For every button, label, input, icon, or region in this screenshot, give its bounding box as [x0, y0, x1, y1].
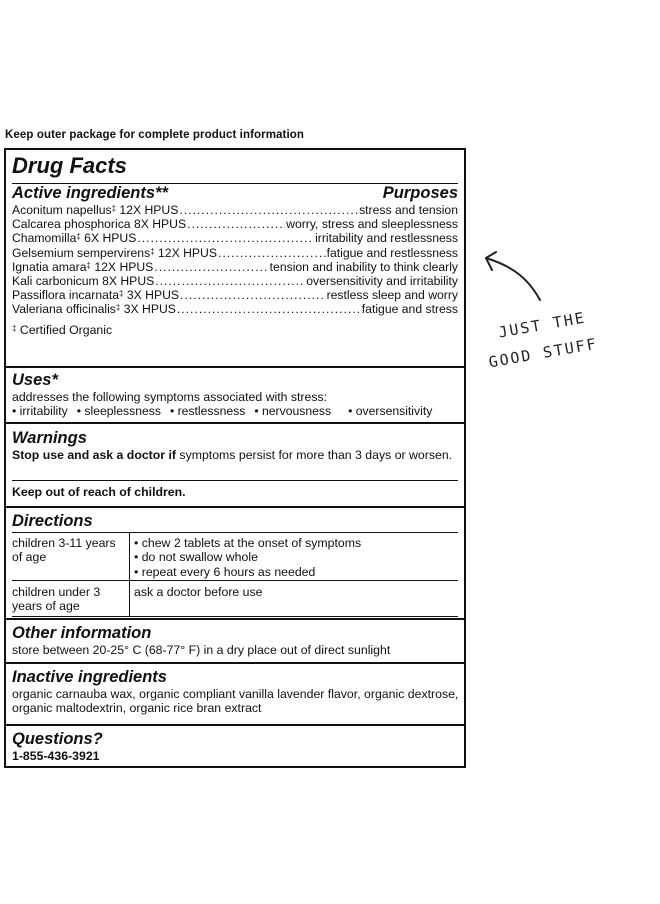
leader-dots — [218, 246, 326, 260]
directions-group1-list — [134, 536, 361, 579]
active-header — [12, 184, 458, 203]
uses-heading: Uses* — [12, 371, 58, 389]
organic-mark: ‡ — [150, 246, 155, 256]
ingredient-name — [12, 302, 176, 316]
title-rule — [12, 183, 458, 184]
keep-out-of-reach: Keep out of reach of children. — [12, 485, 186, 499]
active-ingredients-heading: Active ingredients** — [12, 184, 168, 202]
organic-mark: ‡ — [111, 204, 117, 213]
ingredient-label: Kali carbonicum 8X HPUS — [12, 274, 155, 289]
questions-heading: Questions? — [12, 730, 103, 748]
active-ingredient-row — [12, 274, 458, 288]
directions-table — [12, 532, 458, 617]
uses-item: • restlessness — [169, 404, 246, 419]
ingredient-name — [12, 274, 154, 288]
directions-divider — [129, 533, 130, 616]
leader-dots — [187, 217, 285, 231]
handwriting-line-2: GOOD STUFF — [487, 334, 600, 372]
certified-organic-footnote — [12, 323, 458, 337]
directions-item: • repeat every 6 hours as needed — [134, 564, 316, 579]
ingredient-name — [12, 217, 186, 231]
leader-dots — [155, 274, 305, 288]
active-ingredient-row — [12, 231, 458, 245]
active-ingredient-list — [12, 203, 458, 317]
hand-drawn-arrow-icon — [478, 248, 548, 306]
questions-phone: 1-855-436-3921 — [12, 749, 100, 763]
leader-dots — [180, 288, 326, 302]
ingredient-purpose: restless sleep and worry — [326, 288, 458, 303]
ingredient-label: Chamomilla — [12, 231, 77, 246]
ingredient-potency: 12X HPUS — [154, 245, 217, 260]
ingredient-potency: 3X HPUS — [123, 288, 180, 303]
active-ingredients-section — [6, 150, 464, 366]
directions-group2-text: ask a doctor before use — [134, 585, 263, 599]
footnote-text: Certified Organic — [16, 322, 113, 337]
questions-section — [6, 724, 464, 766]
directions-group2-label: children under 3 years of age — [12, 585, 101, 614]
organic-mark: ‡ — [119, 289, 124, 299]
ingredient-potency: 6X HPUS — [80, 231, 137, 246]
active-ingredient-row — [12, 246, 458, 260]
warnings-heading: Warnings — [12, 429, 87, 447]
directions-row-rule — [12, 580, 458, 581]
other-information-heading: Other information — [12, 624, 152, 642]
active-ingredient-row — [12, 217, 458, 231]
directions-section — [6, 506, 464, 618]
ingredient-purpose: irritability and restlessness — [315, 231, 458, 246]
organic-mark: ‡ — [86, 260, 91, 270]
ingredient-purpose: fatigue and restlessness — [326, 245, 458, 260]
uses-item: • oversensitivity — [348, 404, 433, 419]
other-information-section — [6, 618, 464, 662]
ingredient-potency: 12X HPUS — [90, 259, 154, 274]
directions-item: • do not swallow whole — [134, 550, 258, 565]
warnings-text — [12, 448, 460, 463]
leader-dots — [179, 203, 358, 217]
inactive-ingredients-section — [6, 662, 464, 724]
ingredient-label: Ignatia amara — [12, 259, 87, 274]
ingredient-purpose: worry, stress and sleeplessness — [286, 217, 458, 232]
uses-text: addresses the following symptoms associated with stress: — [12, 390, 328, 404]
ingredient-name — [12, 231, 136, 245]
other-information-text: store between 20-25° C (68-77° F) in a dry place out of direct sunlight — [12, 643, 391, 657]
directions-heading: Directions — [12, 512, 93, 530]
active-ingredient-row — [12, 260, 458, 274]
ingredient-label: Valeriana officinalis — [12, 302, 116, 317]
ingredient-potency: 3X HPUS — [120, 302, 176, 317]
uses-item: • irritability — [12, 404, 68, 419]
inactive-ingredients-heading: Inactive ingredients — [12, 668, 167, 686]
inactive-ingredients-text: organic carnauba wax, organic compliant vanilla lavender flavor, organic dextrose, organic maltodextrin, organic rice bran extract — [12, 687, 459, 716]
drug-facts-title: Drug Facts — [12, 153, 127, 178]
directions-item: • chew 2 tablets at the onset of symptoms — [134, 536, 362, 550]
uses-item: • nervousness — [254, 404, 332, 419]
leader-dots — [154, 260, 268, 274]
warnings-bold: Stop use and ask a doctor if — [12, 448, 176, 462]
ingredient-purpose: fatigue and stress — [361, 302, 458, 317]
ingredient-purpose: tension and inability to think clearly — [269, 259, 458, 274]
ingredient-purpose: stress and tension — [359, 203, 458, 217]
uses-section — [6, 366, 464, 422]
uses-list — [12, 404, 458, 418]
active-ingredient-row — [12, 302, 458, 316]
leader-dots — [137, 231, 314, 245]
ingredient-label: Aconitum napellus — [12, 203, 112, 217]
active-ingredient-row — [12, 203, 458, 217]
ingredient-potency: 12X HPUS — [116, 203, 179, 217]
warnings-rule — [12, 480, 458, 481]
ingredient-purpose: oversensitivity and irritability — [306, 274, 458, 289]
directions-group1-label: children 3-11 years of age — [12, 536, 116, 565]
ingredient-name — [12, 288, 179, 302]
ingredient-label: Passiflora incarnata — [12, 288, 120, 303]
ingredient-name — [12, 246, 217, 260]
organic-mark: ‡ — [76, 232, 81, 242]
warnings-body: symptoms persist for more than 3 days or worsen. — [176, 448, 453, 462]
active-ingredient-row — [12, 288, 458, 302]
ingredient-label: Calcarea phosphorica 8X HPUS — [12, 217, 187, 232]
ingredient-name — [12, 203, 178, 217]
ingredient-name — [12, 260, 153, 274]
drug-facts-panel — [4, 148, 466, 768]
footnote-mark: ‡ — [12, 323, 17, 333]
uses-item: • sleeplessness — [76, 404, 161, 419]
ingredient-label: Gelsemium sempervirens — [12, 245, 151, 260]
purposes-heading: Purposes — [382, 184, 458, 202]
warnings-section — [6, 422, 464, 506]
handwriting-line-1: JUST THE — [497, 308, 588, 342]
leader-dots — [177, 302, 361, 316]
organic-mark: ‡ — [115, 303, 121, 313]
package-note: Keep outer package for complete product information — [5, 129, 305, 141]
